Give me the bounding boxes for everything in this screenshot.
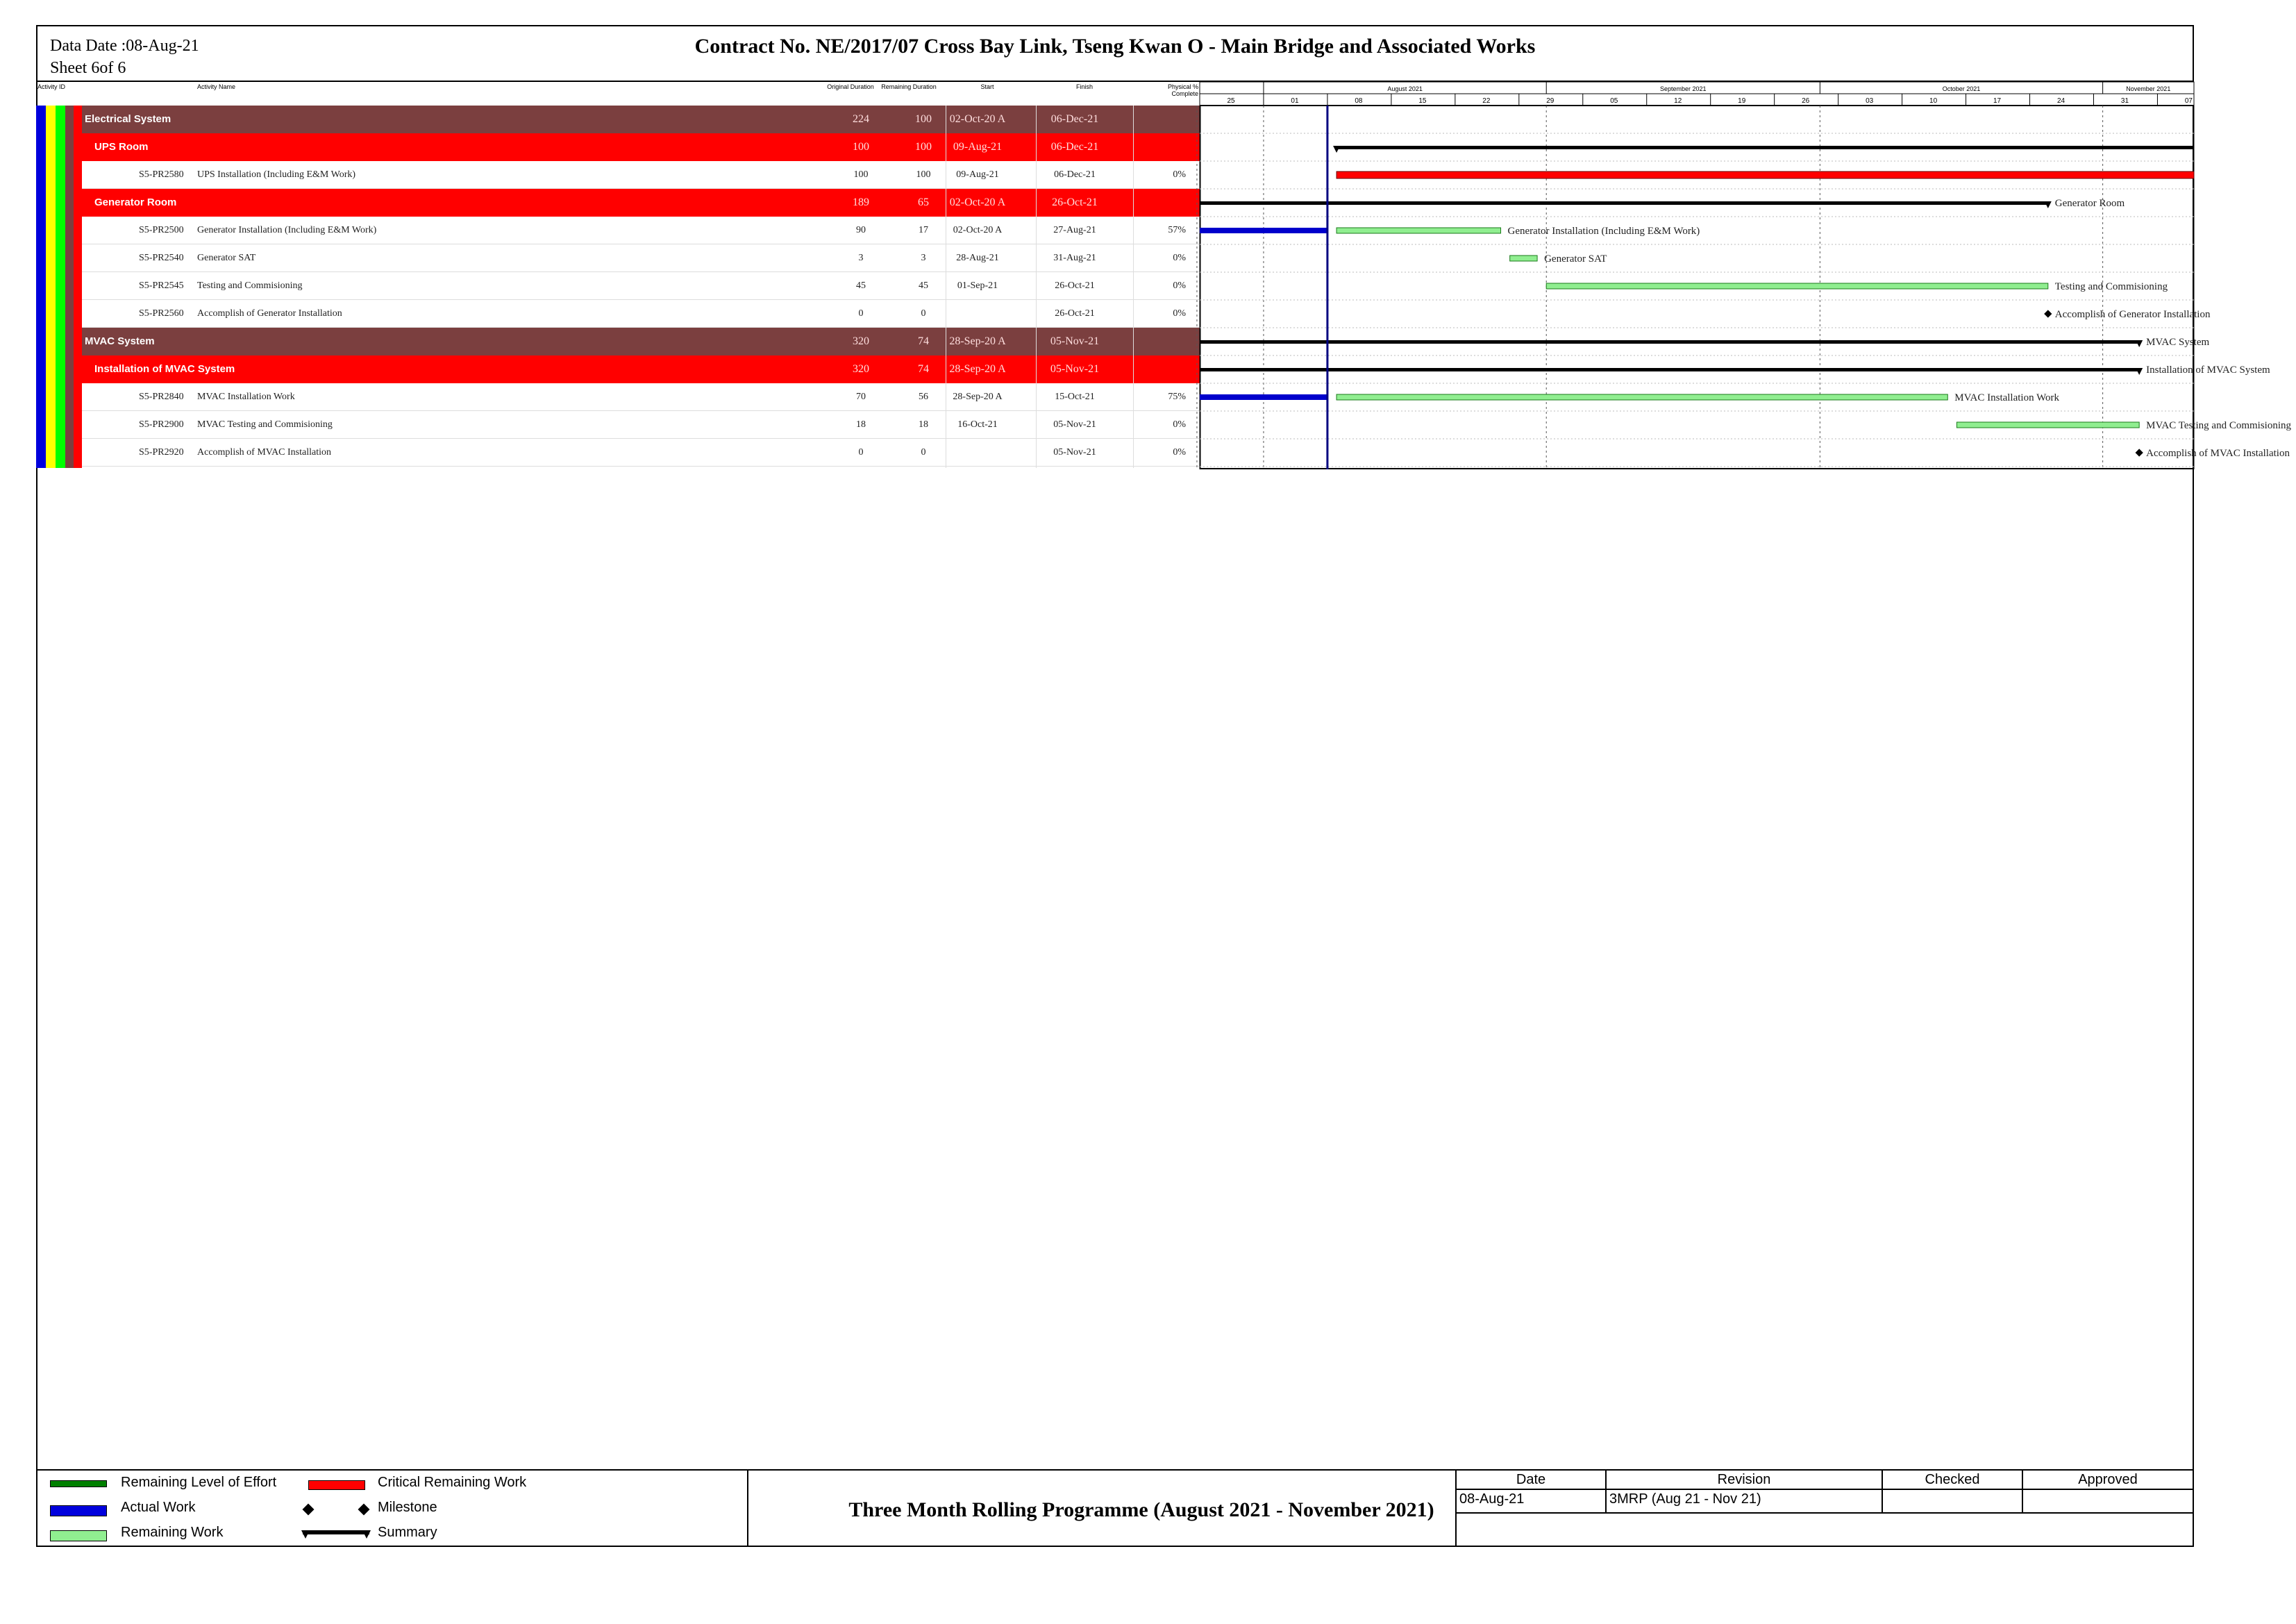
critical-bar — [1336, 171, 2194, 178]
physical-complete: 0% — [1173, 419, 1186, 430]
physical-complete: 0% — [1173, 253, 1186, 263]
finish-date: 26-Oct-21 — [1052, 196, 1098, 208]
wbs-row[interactable] — [82, 106, 1200, 133]
data-date: Data Date :08-Aug-21 — [50, 37, 199, 55]
finish-date: 27-Aug-21 — [1053, 225, 1096, 235]
wbs-name: MVAC System — [85, 335, 155, 347]
finish-date: 06-Dec-21 — [1054, 169, 1096, 180]
table-row[interactable] — [82, 383, 1200, 411]
table-row[interactable] — [82, 161, 1200, 189]
milestone-marker — [2044, 310, 2052, 317]
original-duration: 100 — [853, 169, 869, 180]
start-date: 01-Sep-21 — [957, 281, 998, 291]
activity-name: MVAC Installation Work — [197, 392, 295, 402]
page-title: Contract No. NE/2017/07 Cross Bay Link, Tseng Kwan O - Main Bridge and Associated Works — [694, 35, 1536, 58]
wbs-name: Generator Room — [94, 196, 177, 208]
physical-complete: 0% — [1173, 308, 1186, 319]
start-date: 09-Aug-21 — [953, 141, 1003, 153]
bar-label: Accomplish of Generator Installation — [2054, 309, 2211, 320]
week-label: 22 — [1482, 97, 1491, 105]
original-duration: 224 — [853, 113, 869, 125]
legend-milestone: Milestone — [378, 1500, 437, 1515]
wbs-name: UPS Room — [94, 141, 149, 153]
signoff-date-header: Date — [1516, 1472, 1546, 1487]
wbs-row[interactable] — [82, 189, 1200, 217]
table-row[interactable] — [82, 411, 1200, 439]
start-date: 02-Oct-20 A — [949, 113, 1006, 125]
footer-title: Three Month Rolling Programme (August 2021 - November 2021) — [848, 1498, 1434, 1521]
activity-name: Generator SAT — [197, 253, 256, 263]
physical-complete: 0% — [1173, 281, 1186, 291]
band-yellow — [46, 106, 56, 468]
finish-date: 15-Oct-21 — [1055, 392, 1095, 402]
signoff-rule — [1457, 1489, 2193, 1490]
month-label: August 2021 — [1387, 85, 1423, 92]
week-label: 12 — [1674, 97, 1682, 105]
physical-complete: 75% — [1168, 392, 1186, 402]
activity-id: S5-PR2545 — [139, 281, 184, 291]
table-row[interactable] — [82, 244, 1200, 272]
summary-bar — [1200, 340, 2139, 344]
signoff-rule — [1457, 1512, 2193, 1514]
original-duration: 100 — [853, 141, 869, 153]
week-label: 03 — [1866, 97, 1874, 105]
signoff-table — [1457, 1471, 2193, 1547]
footer-divider — [747, 1471, 748, 1547]
footer — [36, 1469, 2194, 1547]
activity-id: S5-PR2540 — [139, 253, 184, 263]
table-row[interactable] — [82, 439, 1200, 467]
week-label: 05 — [1610, 97, 1618, 105]
wbs-row[interactable] — [82, 355, 1200, 383]
signoff-checked-header: Checked — [1925, 1472, 1980, 1487]
legend-remaining-swatch — [50, 1530, 107, 1541]
activity-id: S5-PR2500 — [139, 225, 184, 235]
wbs-name: Installation of MVAC System — [94, 363, 235, 375]
legend-critical: Critical Remaining Work — [378, 1475, 527, 1490]
table-row[interactable] — [82, 217, 1200, 244]
signoff-approved-header: Approved — [2078, 1472, 2138, 1487]
actual-bar — [1200, 394, 1327, 400]
actual-bar — [1200, 228, 1327, 233]
remaining-duration: 65 — [918, 196, 929, 208]
week-label: 07 — [2184, 97, 2193, 105]
start-date: 02-Oct-20 A — [949, 196, 1006, 208]
signoff-revision-value: 3MRP (Aug 21 - Nov 21) — [1609, 1491, 1761, 1507]
legend-critical-swatch — [308, 1480, 365, 1490]
week-label: 08 — [1355, 97, 1363, 105]
wbs-name: Electrical System — [85, 113, 171, 125]
original-duration: 320 — [853, 363, 869, 375]
original-duration: 45 — [856, 281, 866, 291]
signoff-revision-header: Revision — [1717, 1472, 1771, 1487]
band-blue — [36, 106, 46, 468]
remaining-duration: 100 — [916, 169, 931, 180]
start-date: 02-Oct-20 A — [953, 225, 1003, 235]
remaining-duration: 3 — [921, 253, 926, 263]
legend-loe: Remaining Level of Effort — [121, 1475, 277, 1490]
activity-id: S5-PR2920 — [139, 447, 184, 458]
legend-remaining: Remaining Work — [121, 1525, 224, 1540]
physical-complete: 0% — [1173, 447, 1186, 458]
band-red — [74, 106, 82, 468]
milestone-icon — [303, 1504, 315, 1516]
week-label: 10 — [1929, 97, 1938, 105]
legend-summary: Summary — [378, 1525, 437, 1540]
finish-date: 26-Oct-21 — [1055, 281, 1095, 291]
remaining-duration: 56 — [919, 392, 928, 402]
summary-bar — [1200, 368, 2139, 371]
remaining-duration: 100 — [915, 141, 932, 153]
remaining-bar — [1546, 283, 2048, 289]
bar-label: MVAC System — [2146, 337, 2210, 348]
activity-id: S5-PR2580 — [139, 169, 184, 180]
finish-date: 05-Nov-21 — [1050, 363, 1100, 375]
activity-name: UPS Installation (Including E&M Work) — [197, 169, 356, 180]
legend-actual-swatch — [50, 1505, 107, 1516]
col-divider — [1036, 106, 1037, 468]
month-label: November 2021 — [2126, 85, 2171, 92]
week-label: 19 — [1738, 97, 1746, 105]
week-label: 29 — [1546, 97, 1555, 105]
start-date: 28-Sep-20 A — [953, 392, 1003, 402]
remaining-duration: 100 — [915, 113, 932, 125]
original-duration: 320 — [853, 335, 869, 347]
remaining-duration: 45 — [919, 281, 928, 291]
finish-date: 05-Nov-21 — [1053, 419, 1096, 430]
col-physical-complete[interactable]: Physical % Complete — [1167, 83, 1198, 97]
start-date: 28-Sep-20 A — [949, 363, 1006, 375]
remaining-duration: 17 — [919, 225, 928, 235]
bar-label: Installation of MVAC System — [2146, 365, 2270, 376]
activity-name: Generator Installation (Including E&M Work) — [197, 225, 377, 235]
col-finish[interactable]: Finish — [1075, 83, 1093, 90]
month-label: September 2021 — [1660, 85, 1707, 92]
finish-date: 05-Nov-21 — [1050, 335, 1100, 347]
activity-id: S5-PR2840 — [139, 392, 184, 402]
week-label: 01 — [1291, 97, 1299, 105]
original-duration: 0 — [858, 308, 864, 319]
original-duration: 189 — [853, 196, 869, 208]
bar-label: Generator Installation (Including E&M Work) — [1507, 226, 1700, 237]
remaining-duration: 0 — [921, 447, 926, 458]
start-date: 28-Aug-21 — [956, 253, 999, 263]
finish-date: 05-Nov-21 — [1053, 447, 1096, 458]
week-label: 25 — [1227, 97, 1235, 105]
signoff-date-value: 08-Aug-21 — [1459, 1491, 1525, 1507]
original-duration: 18 — [856, 419, 866, 430]
start-date: 09-Aug-21 — [956, 169, 999, 180]
remaining-bar — [1336, 394, 1947, 400]
activity-id: S5-PR2560 — [139, 308, 184, 319]
table-row[interactable] — [82, 300, 1200, 328]
gantt-chart — [1200, 82, 2292, 469]
wbs-row[interactable] — [82, 328, 1200, 355]
month-label: October 2021 — [1942, 85, 1981, 92]
original-duration: 0 — [858, 447, 864, 458]
start-date: 28-Sep-20 A — [949, 335, 1006, 347]
gantt-svg — [1200, 82, 2292, 469]
milestone-icon — [358, 1504, 370, 1516]
legend-loe-swatch — [50, 1480, 107, 1487]
activity-name: Accomplish of Generator Installation — [197, 308, 342, 319]
band-green — [56, 106, 65, 468]
remaining-bar — [1336, 228, 1500, 233]
col-remaining-duration[interactable]: Remaining Duration — [881, 83, 937, 90]
week-label: 26 — [1802, 97, 1810, 105]
remaining-duration: 74 — [918, 363, 929, 375]
activity-name: Testing and Commisioning — [197, 281, 303, 291]
bar-label: MVAC Testing and Commisioning — [2146, 420, 2292, 431]
col-divider — [1133, 106, 1134, 468]
finish-date: 06-Dec-21 — [1050, 113, 1099, 125]
col-start[interactable]: Start — [980, 83, 994, 90]
bar-label: Accomplish of MVAC Installation — [2146, 448, 2290, 459]
table-row[interactable] — [82, 272, 1200, 300]
remaining-duration: 18 — [919, 419, 928, 430]
week-label: 17 — [1993, 97, 2002, 105]
original-duration: 70 — [856, 392, 866, 402]
milestone-marker — [2136, 449, 2143, 456]
start-date: 16-Oct-21 — [957, 419, 998, 430]
summary-bar — [1336, 146, 2194, 149]
activity-id: S5-PR2900 — [139, 419, 184, 430]
week-label: 31 — [2120, 97, 2129, 105]
col-activity-id[interactable]: Activity ID — [37, 83, 66, 90]
activity-name: MVAC Testing and Commisioning — [197, 419, 333, 430]
bar-label: Testing and Commisioning — [2054, 281, 2168, 292]
physical-complete: 0% — [1173, 169, 1186, 180]
band-brown — [65, 106, 74, 468]
finish-date: 06-Dec-21 — [1050, 141, 1099, 153]
summary-icon — [300, 1529, 372, 1543]
wbs-row[interactable] — [82, 133, 1200, 161]
finish-date: 31-Aug-21 — [1053, 253, 1096, 263]
col-original-duration[interactable]: Original Duration — [827, 83, 874, 90]
original-duration: 90 — [856, 225, 866, 235]
bar-label: Generator Room — [2054, 198, 2125, 209]
remaining-duration: 74 — [918, 335, 929, 347]
remaining-bar — [1510, 256, 1537, 261]
finish-date: 26-Oct-21 — [1055, 308, 1095, 319]
physical-complete: 57% — [1168, 225, 1186, 235]
remaining-bar — [1956, 422, 2139, 428]
col-activity-name[interactable]: Activity Name — [197, 83, 236, 90]
week-label: 24 — [2056, 97, 2065, 105]
week-label: 15 — [1418, 97, 1427, 105]
wbs-color-bands — [36, 106, 82, 468]
remaining-duration: 0 — [921, 308, 926, 319]
legend-actual: Actual Work — [121, 1500, 196, 1515]
sheet-number: Sheet 6of 6 — [50, 59, 126, 77]
bar-label: Generator SAT — [1544, 253, 1607, 265]
bar-label: MVAC Installation Work — [1954, 392, 2060, 403]
table-column-headers — [36, 82, 1200, 106]
activity-name: Accomplish of MVAC Installation — [197, 447, 332, 458]
original-duration: 3 — [858, 253, 864, 263]
